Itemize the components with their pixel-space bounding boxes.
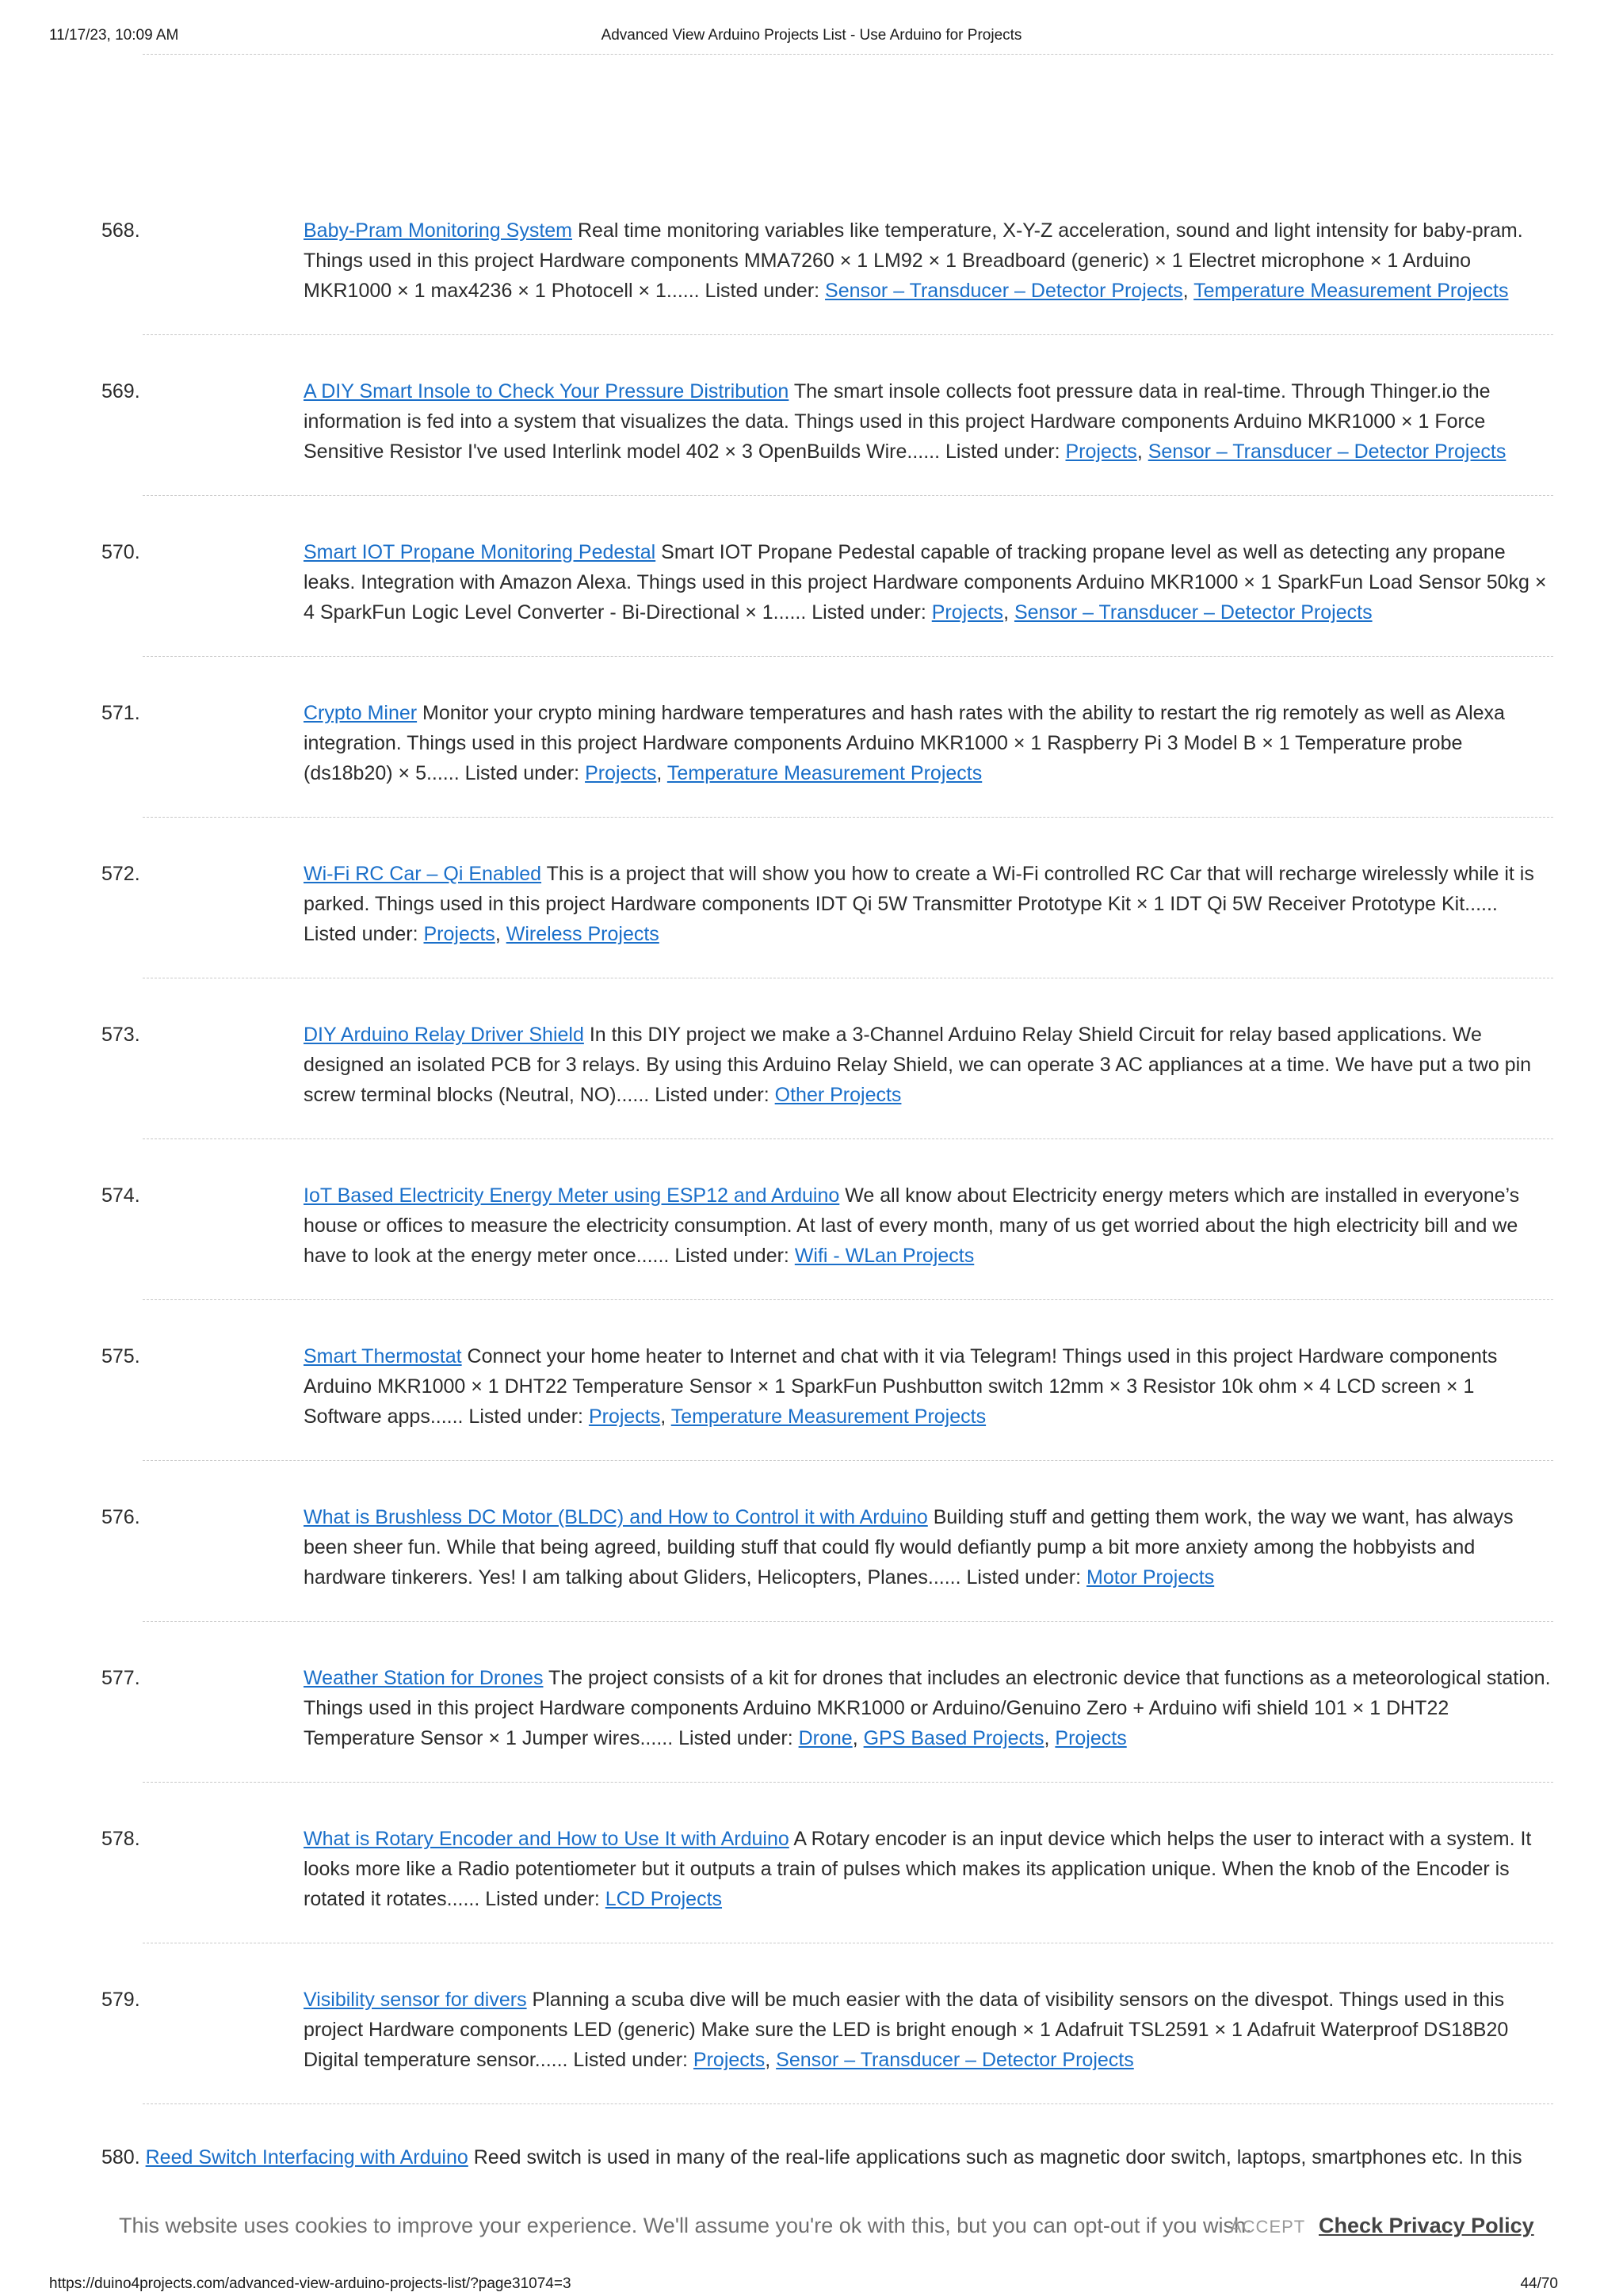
category-link[interactable]: Sensor – Transducer – Detector Projects	[1148, 441, 1507, 463]
project-title-link[interactable]: Baby-Pram Monitoring System	[304, 219, 573, 242]
item-body	[304, 859, 1556, 949]
category-link[interactable]: Drone	[798, 1727, 853, 1749]
project-title-link[interactable]: Weather Station for Drones	[304, 1667, 544, 1689]
item-number: 570.	[101, 541, 140, 563]
project-description: Monitor your crypto mining hardware temperatures and hash rates with the ability to restart the rig remotely as well as Alexa integration. Things used in this project Hardware components Arduino MKR1000 × 1 Raspberry Pi 3 Model B × 1 Temperature probe (ds18b20) × 5...... Listed under:	[304, 702, 1505, 784]
list-item	[0, 845, 1623, 1005]
item-body	[304, 1020, 1556, 1110]
category-link[interactable]: Projects	[588, 1405, 661, 1428]
category-link[interactable]: Projects	[585, 762, 657, 784]
project-list	[0, 201, 1623, 2131]
list-item	[0, 684, 1623, 845]
divider	[143, 1460, 1553, 1461]
item-body	[304, 376, 1556, 467]
category-link[interactable]: Projects	[1065, 441, 1137, 463]
project-description: Smart IOT Propane Pedestal capable of tracking propane level as well as detecting any propane leaks. Integration with Amazon Alexa. Things used in this project Hardware components Arduino MKR1000 × 1 SparkFun Load Sensor 50kg × 4 SparkFun Logic Level Converter - Bi-Directional × 1...... Listed under:	[304, 541, 1547, 624]
print-footer	[0, 2275, 1623, 2294]
page-counter: 44/70	[1520, 2275, 1558, 2292]
item-body	[304, 1502, 1556, 1592]
category-link[interactable]: LCD Projects	[605, 1888, 723, 1910]
project-description: Real time monitoring variables like temperature, X-Y-Z acceleration, sound and light intensity for baby-pram. Things used in this project Hardware components MMA7260 × 1 LM92 × 1 Breadboard (generic) × 1 Electret microphone × 1 Arduino MKR1000 × 1 max4236 × 1 Photocell × 1...... Listed under:	[304, 219, 1523, 302]
list-item	[0, 1810, 1623, 1970]
item-number: 571.	[101, 702, 140, 724]
item-body	[304, 698, 1556, 788]
privacy-policy-link[interactable]: Check Privacy Policy	[1319, 2214, 1534, 2237]
project-description: Building stuff and getting them work, the way we want, has always been sheer fun. While that being agreed, building stuff that could fly would defiantly pump a bit more anxiety among the hobbyists and hardware tinkerers. Yes! I am talking about Gliders, Helicopters, Planes...... Listed under:	[304, 1506, 1514, 1589]
item-body	[304, 215, 1556, 306]
cookie-banner	[0, 2203, 1623, 2250]
divider	[143, 656, 1553, 657]
project-title-link[interactable]: Reed Switch Interfacing with Arduino	[145, 2146, 468, 2168]
accept-cookies-button[interactable]: ACCEPT	[1230, 2217, 1306, 2237]
list-item	[0, 1649, 1623, 1810]
category-link[interactable]: Wireless Projects	[506, 923, 659, 945]
print-datetime: 11/17/23, 10:09 AM	[49, 27, 179, 44]
item-number: 577.	[101, 1667, 140, 1689]
category-separator: ,	[495, 923, 506, 945]
list-item	[0, 523, 1623, 684]
category-link[interactable]: Temperature Measurement Projects	[666, 762, 983, 784]
item-number: 580.	[101, 2146, 140, 2168]
project-title-link[interactable]: Crypto Miner	[304, 702, 418, 724]
project-title-link[interactable]: What is Rotary Encoder and How to Use It with Arduino	[304, 1828, 789, 1850]
project-title-link[interactable]: Smart IOT Propane Monitoring Pedestal	[304, 541, 656, 563]
category-link[interactable]: Sensor – Transducer – Detector Projects	[825, 280, 1183, 302]
list-item	[0, 362, 1623, 523]
category-link[interactable]: Projects	[931, 601, 1004, 624]
category-separator: ,	[1182, 280, 1194, 302]
print-page-title: Advanced View Arduino Projects List - Use Arduino for Projects	[601, 27, 1022, 44]
project-title-link[interactable]: Wi-Fi RC Car – Qi Enabled	[304, 863, 542, 885]
item-number: 569.	[101, 380, 140, 402]
item-body	[304, 1663, 1556, 1753]
print-url: https://duino4projects.com/advanced-view-arduino-projects-list/?page31074=3	[49, 2275, 571, 2292]
project-title-link[interactable]: A DIY Smart Insole to Check Your Pressure Distribution	[304, 380, 789, 402]
list-item	[0, 1327, 1623, 1488]
project-title-link[interactable]: What is Brushless DC Motor (BLDC) and How to Control it with Arduino	[304, 1506, 928, 1528]
divider	[143, 334, 1553, 335]
item-body	[304, 537, 1556, 627]
category-link[interactable]: Projects	[423, 923, 495, 945]
project-description: A Rotary encoder is an input device which helps the user to interact with a system. It looks more like a Radio potentiometer but it outputs a train of pulses which makes its application unique. When the knob of the Encoder is rotated it rotates...... Listed under:	[304, 1828, 1532, 1910]
category-separator: ,	[765, 2049, 777, 2071]
project-description: Reed switch is used in many of the real-life applications such as magnetic door switch, laptops, smartphones etc. In this	[468, 2146, 1522, 2168]
category-link[interactable]: Wifi - WLan Projects	[794, 1245, 975, 1267]
divider	[143, 54, 1553, 55]
list-item	[0, 1970, 1623, 2131]
list-item	[0, 1488, 1623, 1649]
list-item	[0, 1166, 1623, 1327]
item-body	[304, 1180, 1556, 1271]
item-number: 574.	[101, 1184, 140, 1207]
divider	[143, 495, 1553, 496]
category-link[interactable]: Temperature Measurement Projects	[670, 1405, 987, 1428]
item-number: 579.	[101, 1989, 140, 2011]
category-link[interactable]: Projects	[693, 2049, 766, 2071]
category-separator: ,	[1044, 1727, 1056, 1749]
divider	[143, 1299, 1553, 1300]
item-number: 576.	[101, 1506, 140, 1528]
project-description: The project consists of a kit for drones that includes an electronic device that functions as a meteorological station. Things used in this project Hardware components Arduino MKR1000 or Arduino/Genuino Zero + Arduino wifi shield 101 × 1 DHT22 Temperature Sensor × 1 Jumper wires...... Listed under:	[304, 1667, 1551, 1749]
category-link[interactable]: GPS Based Projects	[863, 1727, 1044, 1749]
project-description: In this DIY project we make a 3-Channel Arduino Relay Shield Circuit for relay based applications. We designed an isolated PCB for 3 relays. By using this Arduino Relay Shield, we can operate 3 AC appliances at a time. We have put a two pin screw terminal blocks (Neutral, NO)...... Listed under:	[304, 1024, 1532, 1106]
project-title-link[interactable]: DIY Arduino Relay Driver Shield	[304, 1024, 584, 1046]
category-link[interactable]: Motor Projects	[1086, 1566, 1215, 1589]
category-separator: ,	[1136, 441, 1148, 463]
item-number: 568.	[101, 219, 140, 242]
item-body	[304, 1824, 1556, 1914]
category-link[interactable]: Projects	[1055, 1727, 1127, 1749]
item-body	[304, 1985, 1556, 2075]
project-description: The smart insole collects foot pressure data in real-time. Through Thinger.io the information is fed into a system that visualizes the data. Things used in this project Hardware components Arduino MKR1000 × 1 Force Sensitive Resistor I've used Interlink model 402 × 3 OpenBuilds Wire...... Listed under:	[304, 380, 1491, 463]
category-link[interactable]: Temperature Measurement Projects	[1193, 280, 1509, 302]
category-link[interactable]: Other Projects	[774, 1084, 902, 1106]
category-link[interactable]: Sensor – Transducer – Detector Projects	[776, 2049, 1134, 2071]
category-separator: ,	[1003, 601, 1014, 624]
list-item	[0, 201, 1623, 362]
item-body	[304, 1341, 1556, 1432]
list-item	[0, 1005, 1623, 1166]
project-description: Planning a scuba dive will be much easier with the data of visibility sensors on the divespot. Things used in this project Hardware components LED (generic) Make sure the LED is bright enough × 1 Adafruit TSL2591 × 1 Adafruit Waterproof DS18B20 Digital temperature sensor...... Listed under:	[304, 1989, 1509, 2071]
print-header	[0, 27, 1623, 46]
divider	[143, 1138, 1553, 1139]
item-number: 575.	[101, 1345, 140, 1367]
project-description: This is a project that will show you how to create a Wi-Fi controlled RC Car that will recharge wirelessly while it is parked. Things used in this project Hardware components IDT Qi 5W Transmitter Prototype Kit × 1 IDT Qi 5W Receiver Prototype Kit...... Listed under:	[304, 863, 1534, 945]
item-number: 573.	[101, 1024, 140, 1046]
divider	[143, 1782, 1553, 1783]
list-item	[101, 2142, 1560, 2172]
divider	[143, 1621, 1553, 1622]
divider	[143, 2103, 1553, 2104]
cookie-message: This website uses cookies to improve your experience. We'll assume you're ok with this, but you can opt-out if you wish.	[119, 2214, 1252, 2237]
project-title-link[interactable]: IoT Based Electricity Energy Meter using ESP12 and Arduino	[304, 1184, 840, 1207]
category-separator: ,	[660, 1405, 671, 1428]
item-number: 578.	[101, 1828, 140, 1850]
category-link[interactable]: Sensor – Transducer – Detector Projects	[1014, 601, 1373, 624]
project-description: We all know about Electricity energy meters which are installed in everyone’s house or offices to measure the electricity consumption. At last of every month, many of us get worried about the high electricity bill and we have to look at the energy meter once...... Listed under:	[304, 1184, 1520, 1267]
project-title-link[interactable]: Smart Thermostat	[304, 1345, 462, 1367]
category-separator: ,	[656, 762, 667, 784]
divider	[143, 817, 1553, 818]
item-number: 572.	[101, 863, 140, 885]
project-title-link[interactable]: Visibility sensor for divers	[304, 1989, 527, 2011]
project-description: Connect your home heater to Internet and chat with it via Telegram! Things used in this project Hardware components Arduino MKR1000 × 1 DHT22 Temperature Sensor × 1 SparkFun Pushbutton switch 12mm × 3 Resistor 10k ohm × 4 LCD screen × 1 Software apps...... Listed under:	[304, 1345, 1498, 1428]
category-separator: ,	[852, 1727, 864, 1749]
